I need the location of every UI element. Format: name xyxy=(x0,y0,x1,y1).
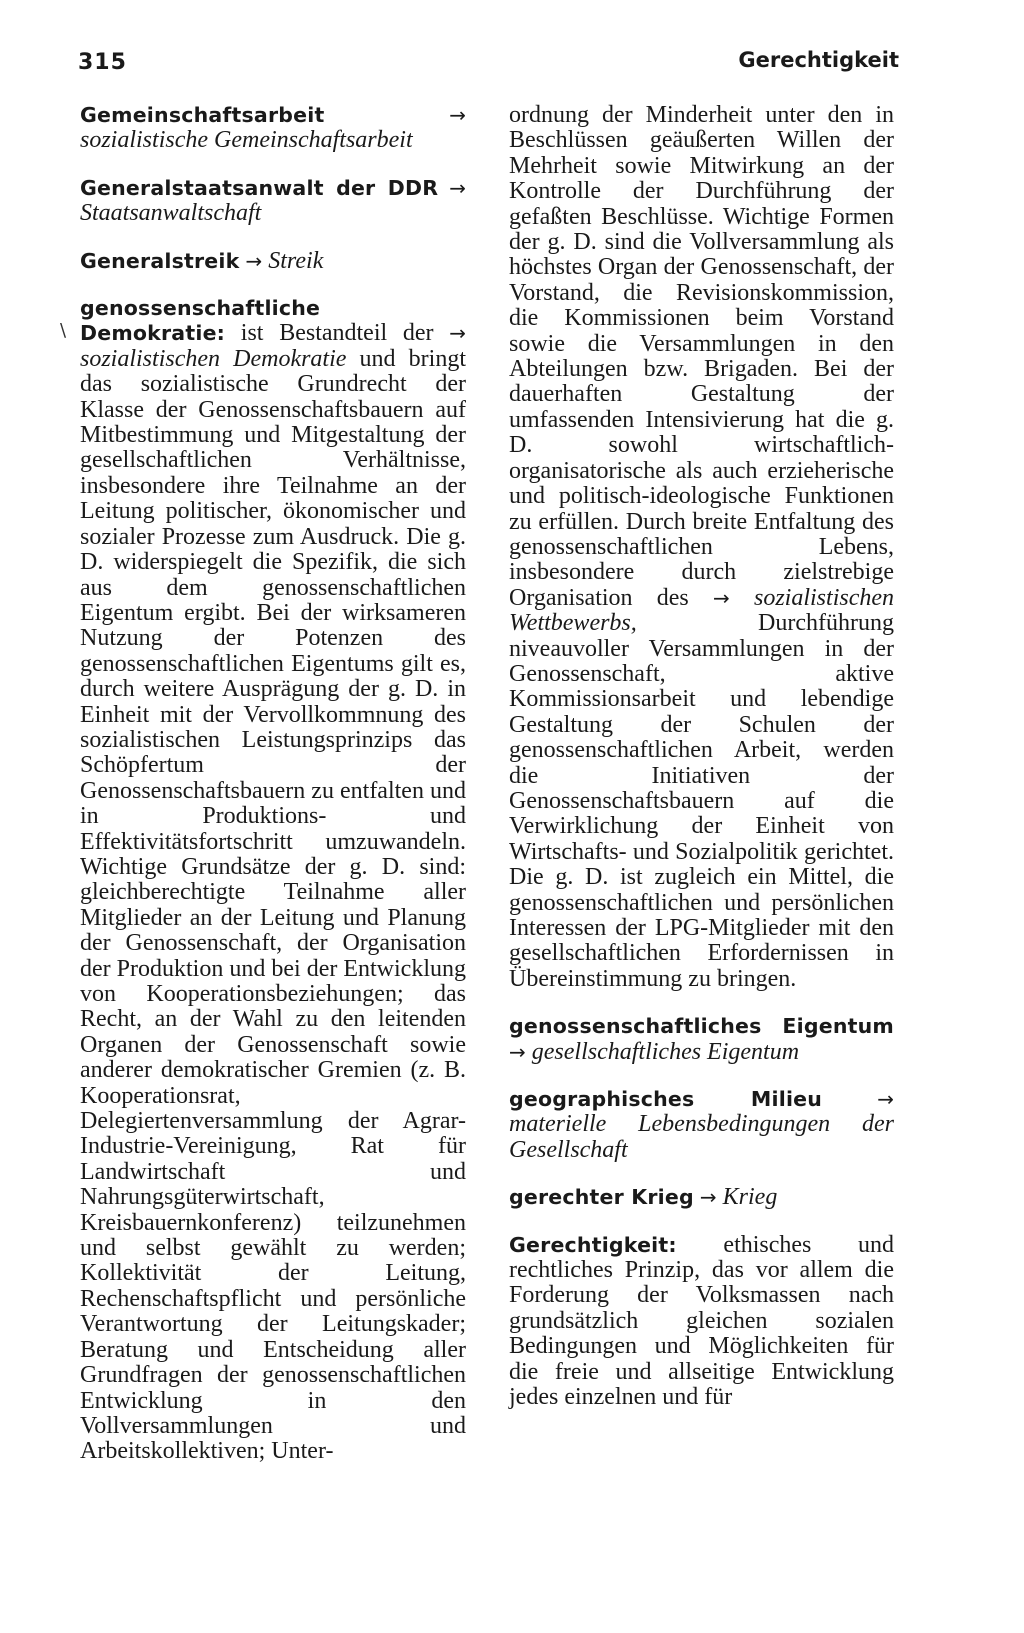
arrow-icon: → xyxy=(877,1087,894,1112)
arrow-icon: → xyxy=(449,103,466,127)
page-number: 315 xyxy=(78,50,127,75)
right-column xyxy=(509,103,894,1433)
margin-mark: \ xyxy=(60,320,67,341)
arrow-icon: → xyxy=(449,321,467,346)
arrow-icon: → xyxy=(449,175,467,200)
definition-text: Durchführung niveauvoller Versammlungen in der Genossenschaft, aktive Kommissionsarbeit und lebendige Gestaltung der Schulen der genossenschaftlichen Arbeit, werden die Initiativen der Genossenschaftsbauern auf die Verwirklichung der Einheit von Wirtschafts- und Sozialpolitik gerichtet. Die g. D. ist zugleich ein Mittel, die genossenschaftlichen und persönlichen Interessen der LPG-Mitglieder mit den gesellschaftlichen Erfordernissen in Übereinstimmung zu bringen. xyxy=(509,610,894,992)
cross-reference: sozialistischen Wettbewerbs, xyxy=(509,584,895,637)
entry-genossenschaftliches-eigentum xyxy=(509,1014,894,1065)
entry-geographisches-milieu xyxy=(509,1087,894,1163)
left-column xyxy=(80,103,466,1487)
entry-gerechter-krieg xyxy=(509,1185,894,1210)
definition-text: ist Bestandteil der xyxy=(240,320,434,347)
headword: genossenschaftliche Demokratie: xyxy=(80,296,321,346)
entry-continuation xyxy=(509,103,894,992)
running-head: Gerechtigkeit xyxy=(738,48,899,72)
headword: genossenschaftliches Eigentum xyxy=(509,1014,894,1039)
cross-reference: materielle Lebensbedingungen der Gesellschaft xyxy=(509,1111,894,1163)
headword: geographisches Milieu xyxy=(509,1087,823,1112)
definition-text: und bringt das sozialistische Grundrecht der Klasse der Genossenschaftsbauern auf Mitbestimmung und Mitgestaltung der gesellschaftlichen Verhältnisse, insbesondere ihre Teilnahme an der Leitung politischer, ökonomischer und sozialer Prozesse zum Ausdruck. Die g. D. widerspiegelt die Spezifik, die sich aus dem genossenschaftlichen Eigentum ergibt. Bei der wirksameren Nutzung der Potenzen des genossenschaftlichen Eigentums gilt es, durch weitere Ausprägung der g. D. in Einheit mit der Vervollkommnung des sozialistischen Leistungsprinzips das Schöpfertum der Genossenschaftsbauern zu entfalten und in Produktions- und Effektivitätsfortschritt umzuwandeln. Wichtige Grundsätze der g. D. sind: gleichberechtigte Teilnahme aller Mitglieder an der Leitung und Planung der Genossenschaft, der Organisation der Produktion und bei der Entwicklung von Kooperationsbeziehungen; das Recht, an der Wahl zu den leitenden Organen der Genossenschaft sowie anderer demokratischer Gremien (z. B. Kooperationsrat, Delegiertenversammlung der Agrar-Industrie-Vereinigung, Rat für Landwirtschaft und Nahrungsgüterwirtschaft, Kreisbauernkonferenz) teilzunehmen und selbst gewählt zu werden; Kollektivität der Leitung, Rechenschaftspflicht und persönliche Verantwortung der Leitungskader; Beratung und Entscheidung aller Grundfragen der genossenschaftlichen Entwicklung in den Vollversammlungen und Arbeitskollektiven; Unter- xyxy=(80,345,466,1465)
entry-gerechtigkeit xyxy=(509,1233,894,1411)
headword: Generalstaatsanwalt der DDR xyxy=(80,175,439,200)
definition-text: ethisches und rechtliches Prinzip, das vor allem die Forderung der Volksmassen nach grundsätzlich gleichen sozialen Bedingungen und Möglichkeiten für die freie und allseitige Entwicklung jedes einzelnen und für xyxy=(509,1231,894,1411)
entry-generalstaatsanwalt xyxy=(80,176,466,227)
arrow-icon: → xyxy=(699,1185,717,1210)
entry-gemeinschaftsarbeit xyxy=(80,103,466,154)
cross-reference: Staatsanwaltschaft xyxy=(80,200,262,227)
entry-generalstreik xyxy=(80,249,466,274)
cross-reference: Krieg xyxy=(722,1184,778,1211)
headword: Generalstreik xyxy=(80,248,240,273)
cross-reference: sozialistische Gemeinschaftsarbeit xyxy=(80,127,413,154)
headword: gerechter Krieg xyxy=(509,1185,694,1210)
cross-reference: gesellschaftliches Eigentum xyxy=(531,1038,800,1065)
headword: Gerechtigkeit: xyxy=(509,1232,677,1257)
cross-reference: Streik xyxy=(268,247,324,274)
cross-reference: sozialistischen Demokratie xyxy=(80,345,347,372)
arrow-icon: → xyxy=(713,585,730,610)
entry-genossenschaftliche-demokratie xyxy=(80,296,466,1465)
definition-text: ordnung der Minderheit unter den in Beschlüssen geäußerten Willen der Mehrheit sowie Mitwirkung an der Kontrolle der Durchführung der gefaßten Beschlüsse. Wichtige Formen der g. D. sind die Vollversammlung als höchstes Organ der Genossenschaft, der Vorstand, die Revisionskommission, die Kommissionen beim Vorstand sowie die Versammlungen in den Abteilungen bzw. Brigaden. Bei der dauerhaften Gestaltung der umfassenden Intensivierung hat die g. D. sowohl wirtschaftlich-organisatorische als auch erzieherische und politisch-ideologische Funktionen zu erfüllen. Durch breite Entfaltung des genossenschaftlichen Lebens, insbesondere durch zielstrebige Organisation des xyxy=(509,102,894,611)
arrow-icon: → xyxy=(245,248,263,273)
headword: Gemeinschaftsarbeit xyxy=(80,103,325,127)
arrow-icon: → xyxy=(509,1039,526,1064)
